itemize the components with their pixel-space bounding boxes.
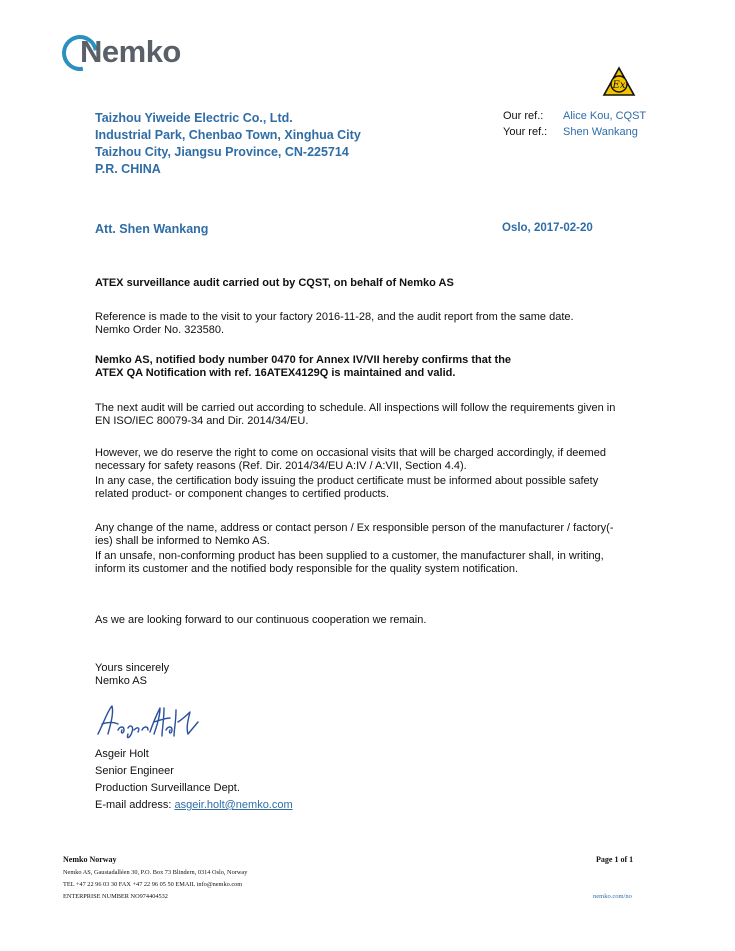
paragraph-confirmation [95, 354, 645, 380]
recipient-address-line1: Industrial Park, Chenbao Town, Xinghua City [95, 128, 361, 142]
date-line: Oslo, 2017-02-20 [502, 222, 593, 234]
closing-block [95, 662, 645, 688]
paragraph-line: ies) shall be informed to Nemko AS. [95, 535, 270, 547]
email-line [95, 799, 645, 812]
paragraph-line: Reference is made to the visit to your factory 2016-11-28, and the audit report from the same date. [95, 311, 574, 323]
recipient-address-line2: Taizhou City, Jiangsu Province, CN-225714 [95, 145, 349, 159]
subject-line: ATEX surveillance audit carried out by CQST, on behalf of Nemko AS [95, 277, 454, 289]
footer-contact: TEL +47 22 96 03 30 FAX +47 22 96 05 50 EMAIL info@nemko.com [63, 881, 243, 888]
paragraph-line: Nemko Order No. 323580. [95, 324, 225, 336]
paragraph-line: Nemko AS, notified body number 0470 for Annex IV/VII hereby confirms that the [95, 354, 512, 366]
your-ref-label: Your ref.: [503, 126, 548, 138]
signatory-name: Asgeir Holt [95, 748, 149, 760]
your-ref-value: Shen Wankang [563, 126, 638, 138]
reference-block [503, 108, 646, 140]
paragraph-closing [95, 614, 645, 627]
footer-website[interactable]: nemko.com/no [593, 893, 632, 900]
paragraph-line: As we are looking forward to our continuous cooperation we remain. [95, 614, 427, 626]
paragraph-line: related product- or component changes to certified products. [95, 488, 390, 500]
signatory-title: Senior Engineer [95, 765, 174, 777]
paragraph-line: In any case, the certification body issuing the product certificate must be informed about possible safety [95, 475, 599, 487]
paragraph-line: If an unsafe, non-conforming product has been supplied to a customer, the manufacturer shall, in writing, [95, 550, 604, 562]
our-ref-label: Our ref.: [503, 110, 544, 122]
email-link[interactable]: asgeir.holt@nemko.com [174, 799, 293, 811]
paragraph-certification-body [95, 475, 645, 501]
paragraph-change-notice [95, 522, 645, 548]
paragraph-reserve-right [95, 447, 645, 473]
ex-mark-icon [602, 66, 636, 98]
paragraph-line: Any change of the name, address or contact person / Ex responsible person of the manufacturer / factory(- [95, 522, 614, 534]
footer-title: Nemko Norway [63, 855, 117, 864]
footer-address: Nemko AS, Gaustadalléen 30, P.O. Box 73 Blindern, 0314 Oslo, Norway [63, 869, 248, 876]
footer-enterprise: ENTERPRISE NUMBER NO974404532 [63, 893, 168, 900]
page-number: Page 1 of 1 [596, 855, 634, 864]
recipient-company: Taizhou Yiweide Electric Co., Ltd. [95, 111, 293, 125]
paragraph-line: The next audit will be carried out according to schedule. All inspections will follow the requirements given in [95, 402, 616, 414]
signatory-dept: Production Surveillance Dept. [95, 782, 240, 794]
paragraph-line: ATEX QA Notification with ref. 16ATEX4129Q is maintained and valid. [95, 367, 456, 379]
paragraph-line: However, we do reserve the right to come on occasional visits that will be charged accordingly, if deemed [95, 447, 606, 459]
paragraph-line: necessary for safety reasons (Ref. Dir. 2014/34/EU A:IV / A:VII, Section 4.4). [95, 460, 467, 472]
paragraph-line: inform its customer and the notified body responsible for the quality system notification. [95, 563, 519, 575]
recipient-country: P.R. CHINA [95, 162, 161, 176]
nemko-logo [62, 32, 181, 80]
closing-org: Nemko AS [95, 675, 147, 687]
recipient-address [95, 110, 361, 178]
paragraph-reference [95, 311, 645, 337]
logo-text: Nemko [80, 34, 181, 69]
paragraph-line: EN ISO/IEC 80079-34 and Dir. 2014/34/EU. [95, 415, 309, 427]
paragraph-unsafe-product [95, 550, 645, 576]
signatory-block [95, 748, 645, 812]
email-label: E-mail address: [95, 799, 172, 811]
salutation: Yours sincerely [95, 662, 170, 674]
signature [94, 700, 204, 746]
our-ref-value: Alice Kou, CQST [563, 110, 647, 122]
ex-mark-label: Ex [612, 80, 626, 91]
paragraph-next-audit [95, 402, 645, 428]
attention-line: Att. Shen Wankang [95, 222, 209, 236]
